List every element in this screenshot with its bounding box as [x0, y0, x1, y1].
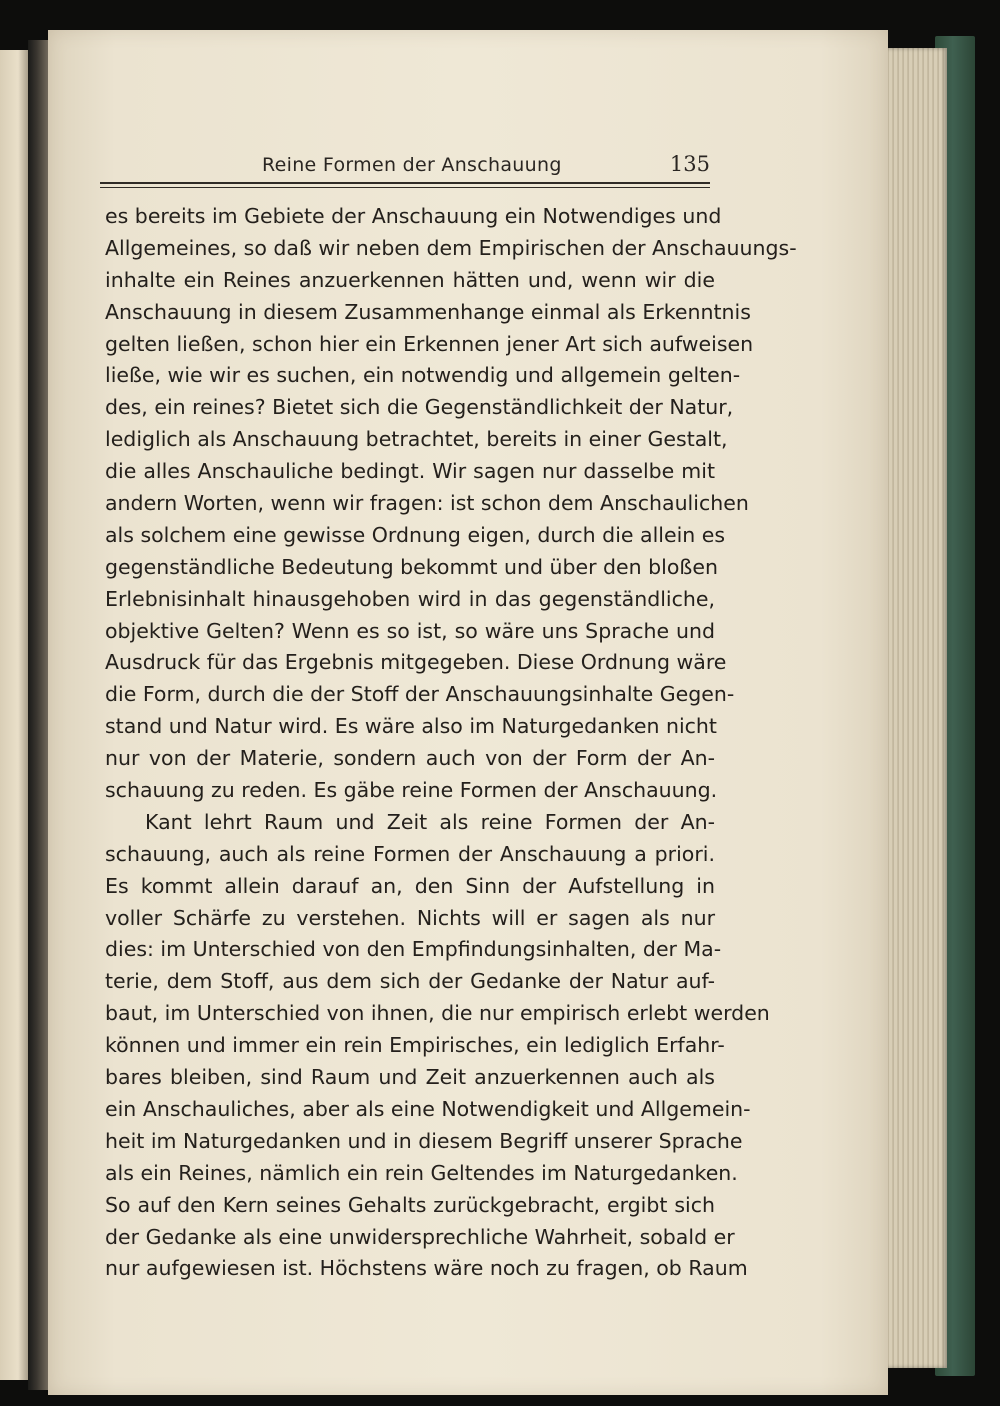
- text-line: als solchem eine gewisse Ordnung eigen, durch die allein es: [105, 522, 726, 547]
- text-line: voller Schärfe zu verstehen. Nichts will er sagen als nur: [105, 905, 715, 930]
- text-line: terie, dem Stoff, aus dem sich der Gedanke der Natur auf-: [105, 969, 715, 994]
- text-line: Kant lehrt Raum und Zeit als reine Formen der An-: [145, 809, 715, 834]
- text-line: Es kommt allein darauf an, den Sinn der Aufstellung in: [105, 873, 715, 898]
- text-line: objektive Gelten? Wenn es so ist, so wäre uns Sprache und: [105, 618, 715, 643]
- text-line: als ein Reines, nämlich ein rein Geltendes im Naturgedanken.: [105, 1160, 738, 1185]
- text-line: baut, im Unterschied von ihnen, die nur empirisch erlebt werden: [105, 1001, 770, 1026]
- text-line: schauung zu reden. Es gäbe reine Formen der Anschauung.: [105, 778, 718, 803]
- text-line: die alles Anschauliche bedingt. Wir sagen nur dasselbe mit: [105, 459, 715, 484]
- text-line: der Gedanke als eine unwidersprechliche Wahrheit, sobald er: [105, 1224, 735, 1249]
- text-line: schauung, auch als reine Formen der Anschauung a priori.: [105, 841, 715, 866]
- text-line: bares bleiben, sind Raum und Zeit anzuerkennen auch als: [105, 1065, 715, 1090]
- text-line: ein Anschauliches, aber als eine Notwendigkeit und Allgemein-: [105, 1096, 751, 1121]
- text-line: Anschauung in diesem Zusammenhange einmal als Erkenntnis: [105, 299, 751, 324]
- text-line: des, ein reines? Bietet sich die Gegenständlichkeit der Natur,: [105, 395, 734, 420]
- text-line: lediglich als Anschauung betrachtet, bereits in einer Gestalt,: [105, 427, 728, 452]
- text-line: die Form, durch die der Stoff der Anschauungsinhalte Gegen-: [105, 682, 735, 707]
- text-line: es bereits im Gebiete der Anschauung ein Notwendiges und: [105, 204, 722, 228]
- text-line: gegenständliche Bedeutung bekommt und über den bloßen: [105, 554, 718, 579]
- text-line: Ausdruck für das Ergebnis mitgegeben. Diese Ordnung wäre: [105, 650, 727, 675]
- header-rule-thin: [100, 187, 710, 188]
- header-rule-thick: [100, 182, 710, 184]
- body-text: [105, 201, 797, 1285]
- text-line: nur aufgewiesen ist. Höchstens wäre noch zu fragen, ob Raum: [105, 1256, 748, 1281]
- text-line: Erlebnisinhalt hinausgehoben wird in das gegenständliche,: [105, 586, 715, 611]
- text-line: können und immer ein rein Empirisches, ein lediglich Erfahr-: [105, 1033, 725, 1058]
- text-line: Allgemeines, so daß wir neben dem Empirischen der Anschauungs-: [105, 235, 797, 260]
- text-line: gelten ließen, schon hier ein Erkennen jener Art sich aufweisen: [105, 331, 754, 356]
- text-line: andern Worten, wenn wir fragen: ist schon dem Anschaulichen: [105, 491, 749, 516]
- page-number: 135: [669, 152, 710, 176]
- left-page-sliver: [0, 50, 30, 1380]
- text-line: ließe, wie wir es suchen, ein notwendig und allgemein gelten-: [105, 363, 741, 388]
- text-line: stand und Natur wird. Es wäre also im Naturgedanken nicht: [105, 714, 717, 739]
- text-line: So auf den Kern seines Gehalts zurückgebracht, ergibt sich: [105, 1192, 715, 1217]
- book-gutter: [28, 40, 50, 1390]
- page-header: [100, 152, 710, 182]
- text-line: inhalte ein Reines anzuerkennen hätten und, wenn wir die: [105, 267, 715, 292]
- running-head: Reine Formen der Anschauung: [262, 154, 562, 176]
- text-line: nur von der Materie, sondern auch von der Form der An-: [105, 746, 715, 771]
- text-line: heit im Naturgedanken und in diesem Begriff unserer Sprache: [105, 1128, 743, 1153]
- text-line: dies: im Unterschied von den Empfindungsinhalten, der Ma-: [105, 937, 722, 962]
